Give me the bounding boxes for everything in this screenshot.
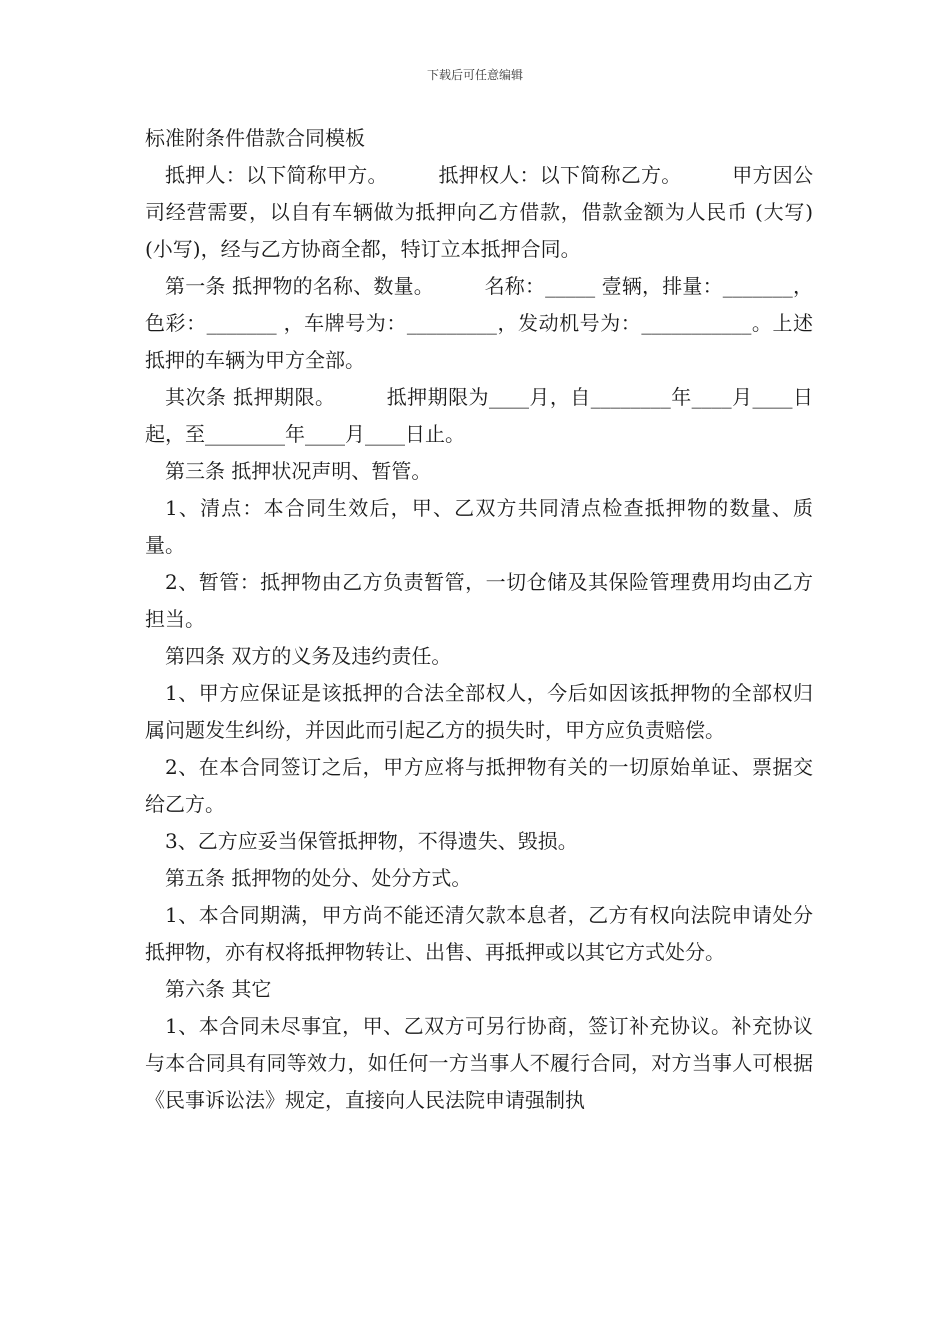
- document-title: 标准附条件借款合同模板: [145, 126, 365, 150]
- paragraph-article-6-item-1: 1、本合同未尽事宜，甲、乙双方可另行协商，签订补充协议。补充协议与本合同具有同等效力，如任何一方当事人不履行合同，对方当事人可根据《民事诉讼法》规定，直接向人民法院申请强制执: [145, 1014, 813, 1112]
- paragraph-article-5: 第五条 抵押物的处分、处分方式。: [165, 866, 472, 890]
- page-header: 下载后可任意编辑: [426, 68, 523, 82]
- document-body: [145, 120, 813, 1119]
- paragraph-article-2: 其次条 抵押期限。 抵押期限为____月，自________年____月____日起，至________年____月____日止。: [145, 385, 813, 446]
- paragraph-article-3: 第三条 抵押状况声明、暂管。: [165, 459, 432, 483]
- paragraph-article-4-item-3: 3、乙方应妥当保管抵押物，不得遗失、毁损。: [165, 829, 578, 853]
- paragraph-article-4: 第四条 双方的义务及违约责任。: [165, 644, 452, 668]
- paragraph-article-4-item-2: 2、在本合同签订之后，甲方应将与抵押物有关的一切原始单证、票据交给乙方。: [145, 755, 813, 816]
- paragraph-parties: 抵押人：以下简称甲方。 抵押权人：以下简称乙方。 甲方因公司经营需要，以自有车辆做为抵押向乙方借款，借款金额为人民币 (大写) (小写)，经与乙方协商全都，特订立本抵押合同。: [145, 163, 813, 261]
- paragraph-article-1: 第一条 抵押物的名称、数量。 名称：_____ 壹辆，排量：_______，色彩：_______ ，车牌号为：_________，发动机号为：___________。上述抵押的车辆为甲方全部。: [145, 274, 813, 372]
- paragraph-article-4-item-1: 1、甲方应保证是该抵押的合法全部权人，今后如因该抵押物的全部权归属问题发生纠纷，并因此而引起乙方的损失时，甲方应负责赔偿。: [145, 681, 813, 742]
- paragraph-article-5-item-1: 1、本合同期满，甲方尚不能还清欠款本息者，乙方有权向法院申请处分抵押物，亦有权将抵押物转让、出售、再抵押或以其它方式处分。: [145, 903, 813, 964]
- paragraph-article-3-item-1: 1、清点：本合同生效后，甲、乙双方共同清点检查抵押物的数量、质量。: [145, 496, 813, 557]
- paragraph-article-3-item-2: 2、暂管：抵押物由乙方负责暂管，一切仓储及其保险管理费用均由乙方担当。: [145, 570, 813, 631]
- paragraph-article-6: 第六条 其它: [165, 977, 272, 1001]
